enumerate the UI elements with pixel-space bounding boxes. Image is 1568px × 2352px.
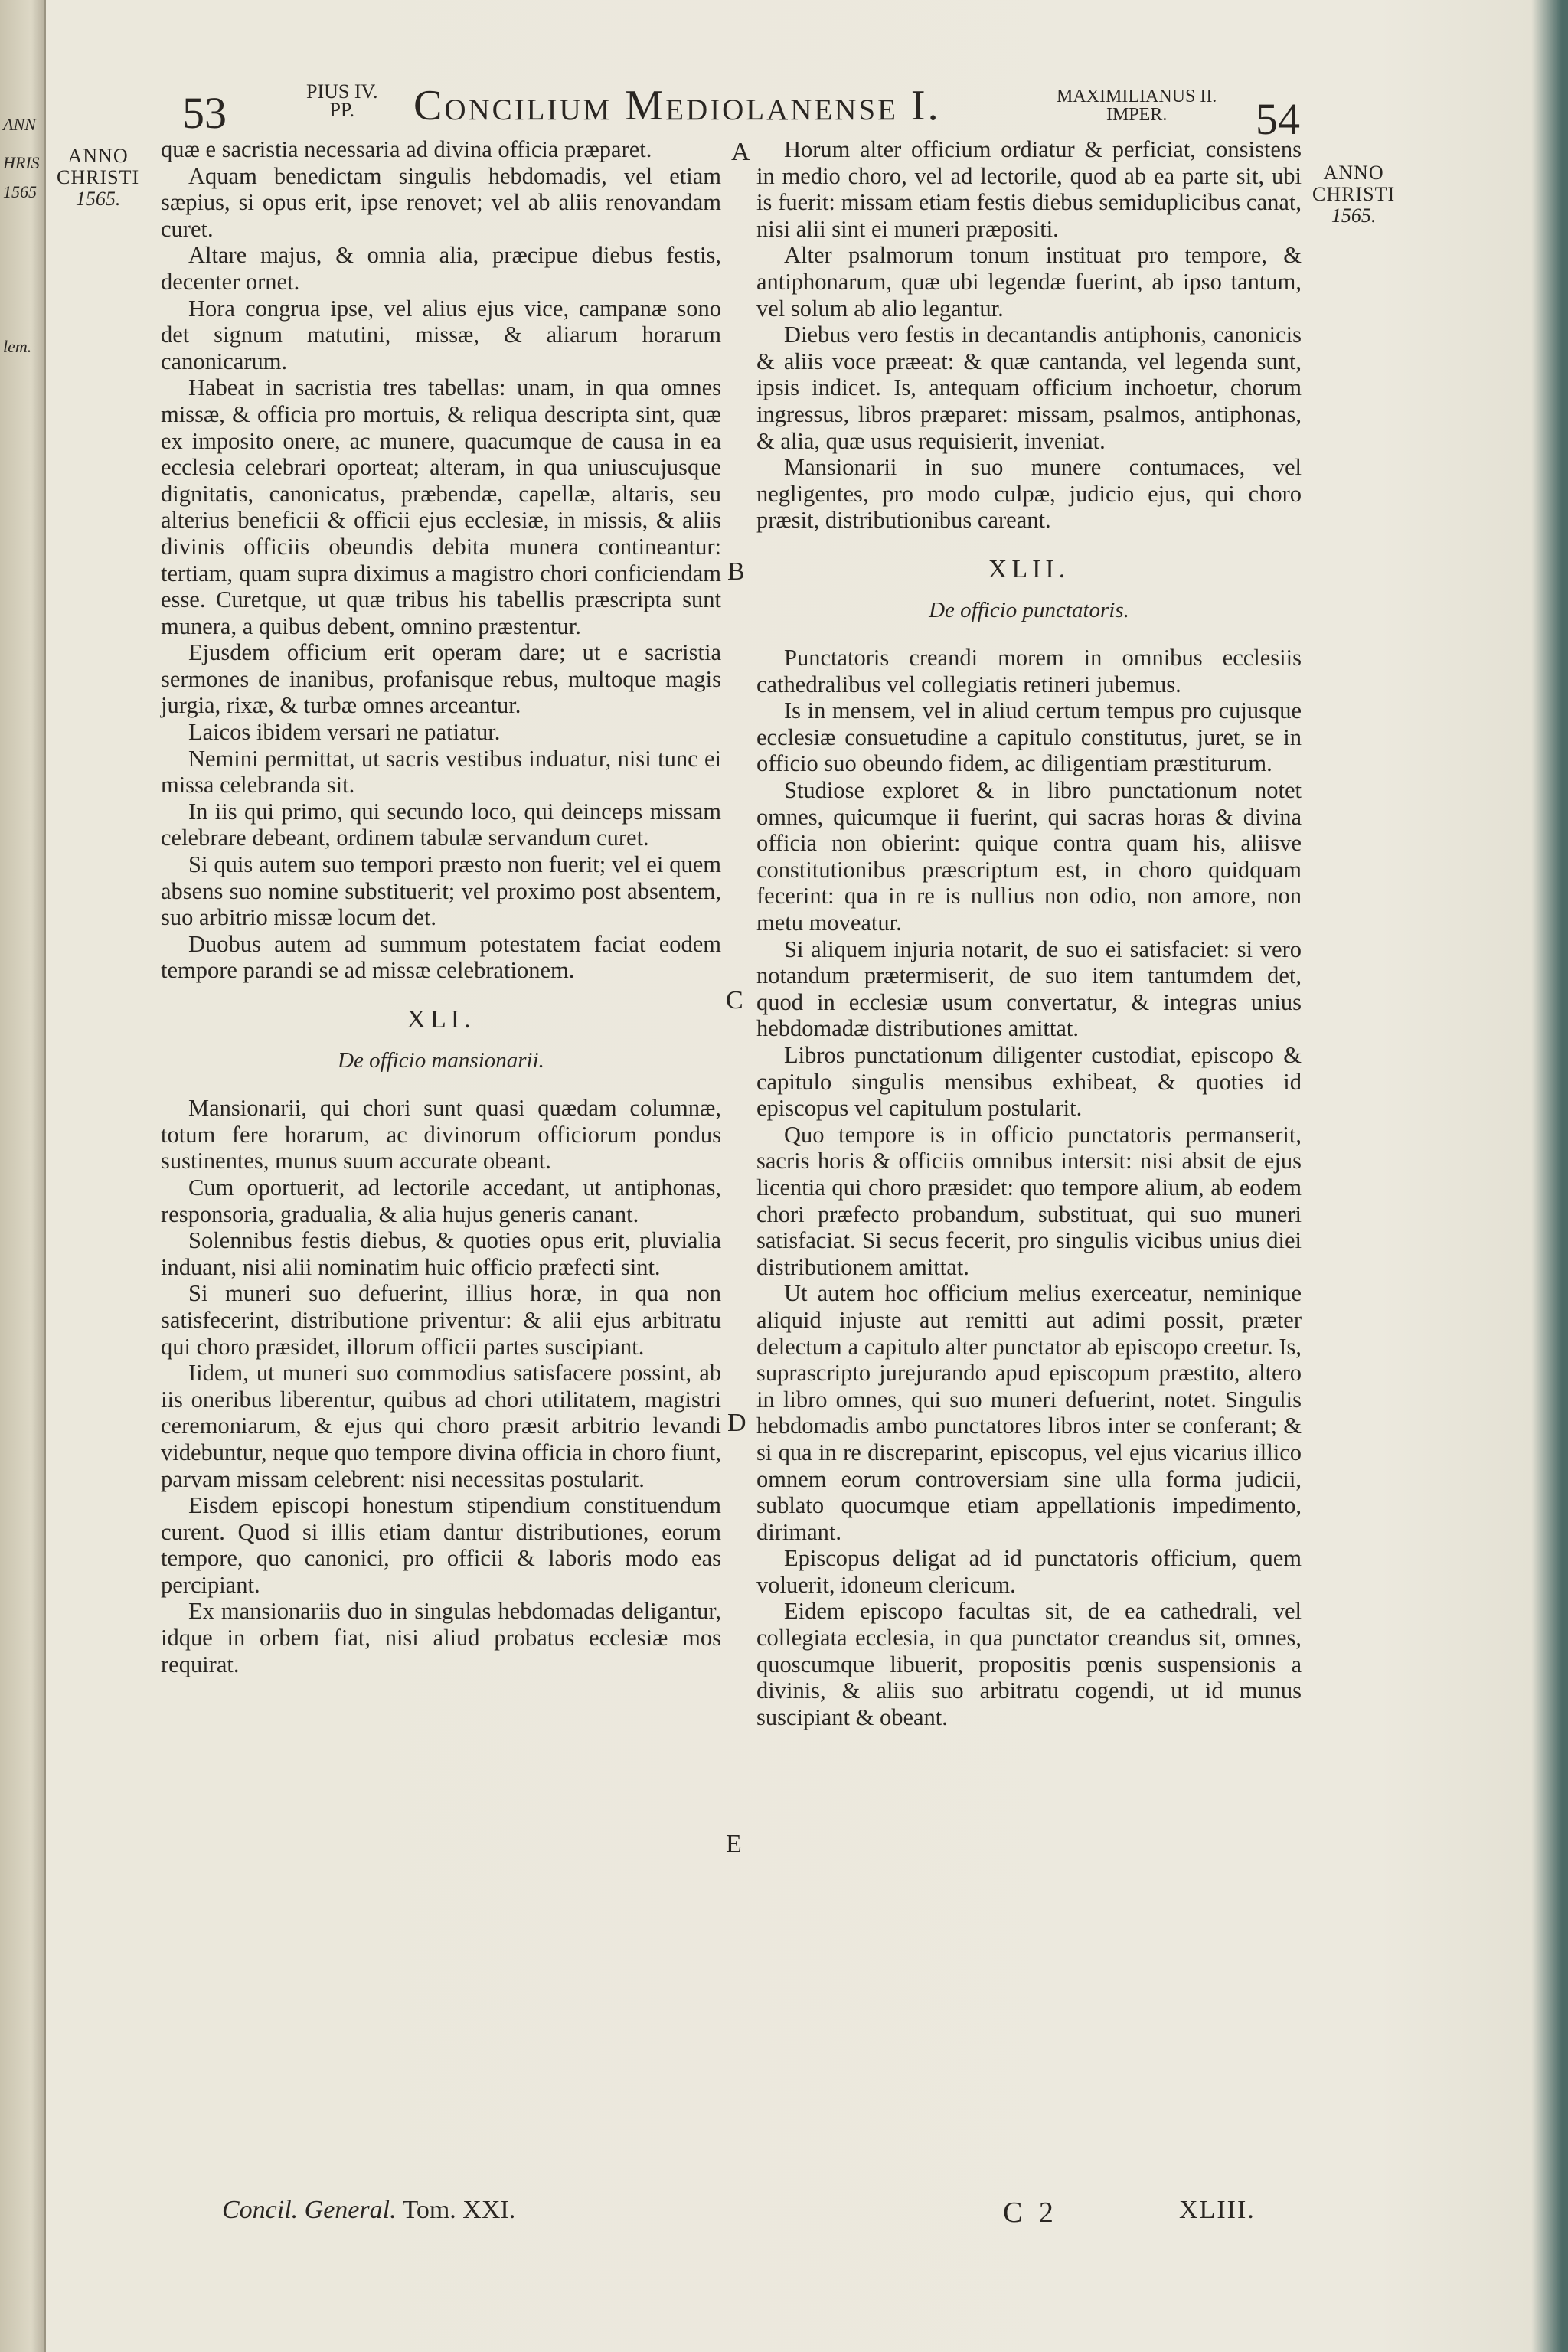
margin-year: 1565. [1331,204,1377,227]
pope-heading [306,80,378,121]
emperor-name: MAXIMILIANUS II. [1057,87,1217,106]
paragraph: Si muneri suo defuerint, illius horæ, in qua non satisfecerint, distributione priventur: & alii ejus arbitratu qui choro præsidet, illorum officii partes suscipiant. [161,1280,721,1360]
paragraph: quæ e sacristia necessaria ad divina officia præparet. [161,136,652,162]
paragraph: Eisdem episcopi honestum stipendium constituendum curent. Quod si illis etiam dantur distributiones, eorum tempore, quo canonici, pro officii & laboris modo eas percipiant. [161,1492,721,1598]
paragraph: Mansionarii, qui chori sunt quasi quædam columnæ, totum fere horarum, ac divinorum officiorum pondus sustinentes, munus suum accurate obeant. [161,1095,721,1174]
paragraph: Is in mensem, vel in aliud certum tempus pro cujusque ecclesiæ consuetudine a capitulo constitutus, juret, se in officio suo obeundo fidem, ac diligentiam præstiturum. [756,697,1302,777]
paragraph: Si aliquem injuria notarit, de suo ei satisfaciet: si vero notandum prætermiserit, de suo item tantumdem det, quod in ecclesiæ usum convertatur, & integras unius hebdomadæ distributiones amittat. [756,936,1302,1042]
paragraph: Alter psalmorum tonum instituat pro tempore, & antiphonarum, quæ ubi legendæ fuerint, ab ipso tantum, vel solum ab alio legantur. [756,242,1302,322]
prev-page-fragment: lem. [3,337,32,356]
paragraph: Ejusdem officium erit operam dare; ut e sacristia sermones de inanibus, profanisque rebus, multoque magis jurgia, rixæ, & turbæ omnes arceantur. [161,639,721,719]
paragraph: Aquam benedictam singulis hebdomadis, vel etiam sæpius, si opus erit, ipse renovet; vel ab aliis renovandam curet. [161,162,721,242]
previous-page-edge [0,0,46,2352]
paragraph: Quo tempore is in officio punctatoris permanserit, sacris horis & officiis omnibus intersit: nisi absit de ejus licentia qui choro præsidet: quo tempore alium, ab eodem chori præfecto probandum, substituat, qui suo muneri satisfaciat. Si secus fecerit, pro singulis vicibus unius diei distributionem amittat. [756,1121,1302,1280]
paragraph: Libros punctationum diligenter custodiat, episcopo & capitulo singulis mensibus exhibeat, & quoties id episcopus vel capitulum postularit. [756,1042,1302,1122]
paragraph: Diebus vero festis in decantandis antiphonis, canonicis & aliis voce præeat: & quæ cantanda, vel legenda sunt, ipsis indicet. Is, antequam officium inchoetur, chorum ingressus, libros præparet: missam, psalmos, antiphonas, & alia, quæ usus requisierit, inveniat. [756,322,1302,454]
paragraph: Eidem episcopo facultas sit, de ea cathedrali, vel collegiata ecclesia, in qua punctator creandus sit, omnes, quoscumque libuerit, propositis pœnis suspensionis a divinis, & aliis suo arbitratu cogendi, ut id munus suscipiant & obeant. [756,1598,1302,1730]
section-number: XLI. [407,1005,475,1034]
page-title: Concilium Mediolanense I. [413,82,941,129]
paragraph: Duobus autem ad summum potestatem faciat eodem tempore parandi se ad missæ celebrationem. [161,930,721,984]
signature-mark: C 2 [1003,2197,1058,2229]
section-title: De officio punctatoris. [929,597,1129,622]
paragraph: Laicos ibidem versari ne patiatur. [188,719,501,746]
paragraph: Iidem, ut muneri suo commodius satisfacere possint, ab iis oneribus liberentur, quibus ad chori utilitatem, magistri ceremoniarum, & ejus qui choro præsit arbitrio levandi videbuntur, neque quo tempore divina officia in choro fiunt, parvam missam celebrent: nisi necessitas postularit. [161,1360,721,1492]
margin-christi-label: CHRISTI [1312,183,1396,205]
section-letter-e: E [726,1830,742,1858]
emperor-title: IMPER. [1106,105,1168,125]
paragraph: Solennibus festis diebus, & quoties opus erit, pluvialia induant, nisi alii nominatim huic officio præfecti sint. [161,1227,721,1280]
pope-title: PP. [329,99,354,121]
paragraph: In iis qui primo, qui secundo loco, qui deinceps missam celebrare debeant, ordinem tabulæ servandum curet. [161,798,721,851]
paragraph: Altare majus, & omnia alia, præcipue diebus festis, decenter ornet. [161,242,721,295]
paragraph: Punctatoris creandi morem in omnibus ecclesiis cathedralibus vel collegiatis retineri jubemus. [756,645,1302,697]
paragraph: Ut autem hoc officium melius exerceatur, neminique aliquid injuste aut remitti aut adimi possit, præter delectum a capitulo alter punctator ab episcopo creetur. Is, suprascripto jurejurando apud episcopum præstito, altero in libro omnes, qui suo muneri defuerint, notet. Singulis hebdomadis ambo punctatores libros inter se conferant; & si qua in re discreparint, episcopus, vel ejus vicarius illico omnem eorum controversiam sine ulla forma judicii, sublato quocumque etiam appellationis impedimento, dirimant. [756,1280,1302,1545]
section-letter-b: B [727,557,745,586]
paragraph: Cum oportuerit, ad lectorile accedant, ut antiphonas, responsoria, gradualia, & alia hujus generis canant. [161,1174,721,1227]
paragraph: Si quis autem suo tempori præsto non fuerit; vel ei quem absens suo nomine substituerit; vel proximo post absentem, suo arbitrio missæ locum det. [161,851,721,931]
paragraph: Hora congrua ipse, vel alius ejus vice, campanæ sono det signum matutini, missæ, & aliarum horarum canonicarum. [161,295,721,374]
prev-page-fragment: ANN [3,115,36,134]
page-footer [0,2196,1568,2242]
text-column-left [161,136,721,1677]
paragraph: Nemini permittat, ut sacris vestibus induatur, nisi tunc ei missa celebranda sit. [161,745,721,799]
paragraph: Habeat in sacristia tres tabellas: unam, in qua omnes missæ, & officia pro mortuis, & reliqua descripta sint, quæ ex imposito onere, ac munere, quacumque de causa in ea ecclesia celebrari oporteat; alteram, in qua uniuscujusque dignitatis, canonicatus, præbendæ, capellæ, altaris, seu alterius beneficii & officii ejus ecclesiæ, in missis, & aliis divinis officiis obeundis debita munera contineantur: tertiam, quam supra diximus a magistro chori conficiendam esse. Curetque, ut quæ tribus his tabellis præscripta sunt munera, a quibus debent, omnino præstentur. [161,374,721,639]
margin-note-left [57,145,139,210]
margin-anno-label: ANNO [1323,162,1384,184]
margin-anno-label: ANNO [67,145,129,167]
prev-page-fragment: HRIS [3,153,40,172]
paragraph: Ex mansionariis duo in singulas hebdomadas deligantur, idque in orbem fiat, nisi aliud probatus ecclesiæ mos requirat. [161,1598,721,1677]
footer-volume [222,2196,515,2225]
text-column-right [756,136,1302,1730]
section-letter-c: C [726,986,743,1014]
margin-christi-label: CHRISTI [57,166,140,188]
page-number-left: 53 [182,88,227,138]
page-number-right: 54 [1256,94,1300,144]
paragraph: Studiose exploret & in libro punctationum notet omnes, quicumque ii fuerint, qui sacras horas & divina officia non obierint: quique contra quam his, aliisve constitutionibus præscriptum est, in choro quidquam fecerint: qua in re is nullius non odio, non amore, non metu moveatur. [756,777,1302,936]
paragraph: Mansionarii in suo munere contumaces, vel negligentes, pro modo culpæ, judicio ejus, qui choro præsit, distributionibus careant. [756,454,1302,534]
section-number: XLII. [988,554,1070,583]
paragraph: Horum alter officium ordiatur & perficiat, consistens in medio choro, vel ad lectorile, quod ab ea parte sit, ubi is fuerit: missam etiam festis diebus semiduplicibus canat, nisi alii sint ei muneri præpositi. [756,136,1302,242]
prev-page-fragment: 1565 [3,182,37,201]
margin-year: 1565. [75,188,121,210]
footer-tome: Tom. XXI. [402,2196,516,2224]
section-letter-d: D [727,1409,746,1437]
pope-name: PIUS IV. [306,80,378,103]
margin-note-right [1312,162,1395,227]
catchword: XLIII. [1179,2196,1256,2224]
running-header [0,77,1568,144]
emperor-heading [1057,87,1217,124]
section-title: De officio mansionarii. [338,1047,544,1073]
footer-collection: Concil. General. [222,2196,397,2224]
paragraph: Episcopus deligat ad id punctatoris officium, quem voluerit, idoneum clericum. [756,1545,1302,1598]
section-letter-a: A [731,138,750,166]
